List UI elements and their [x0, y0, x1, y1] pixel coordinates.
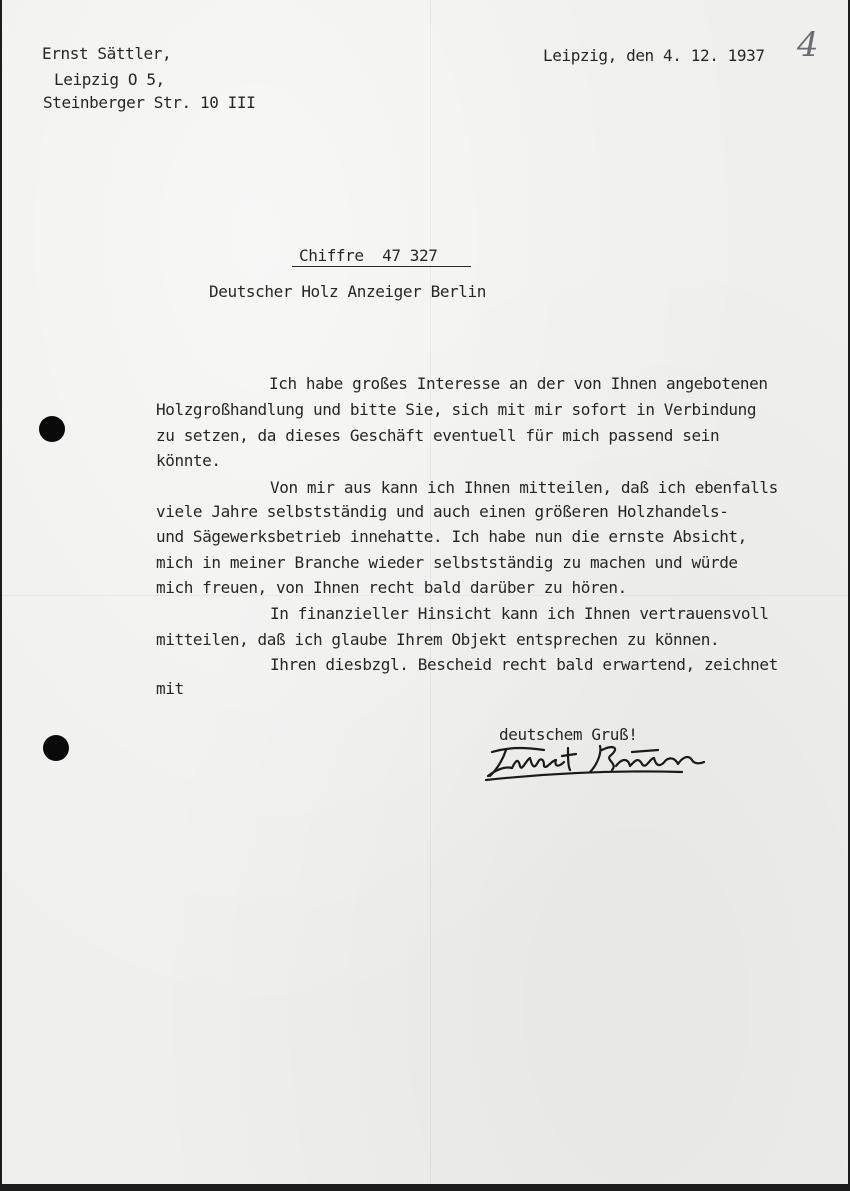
reverse-side-bleed-through: [148, 841, 715, 1000]
cipher-reference: Chiffre 47 327: [299, 246, 438, 265]
sender-city: Leipzig O 5,: [54, 70, 165, 89]
body-line: In finanzieller Hinsicht kann ich Ihnen vertrauensvoll: [270, 604, 769, 623]
body-line: mit: [156, 679, 184, 698]
punch-hole-bottom: [43, 735, 69, 761]
body-line: viele Jahre selbstständig und auch einen größeren Holzhandels-: [156, 502, 729, 521]
cipher-underline: [292, 266, 471, 267]
handwritten-signature: [482, 740, 722, 790]
letter-page: [2, 0, 848, 1184]
body-line: mich freuen, von Ihnen recht bald darüber zu hören.: [156, 578, 627, 597]
sender-street: Steinberger Str. 10 III: [43, 93, 256, 112]
body-line: mitteilen, daß ich glaube Ihrem Objekt entsprechen zu können.: [156, 630, 720, 649]
sender-name: Ernst Sättler,: [42, 44, 172, 63]
body-line: könnte.: [156, 451, 221, 470]
handwritten-page-number: 4: [797, 25, 819, 65]
recipient-line: Deutscher Holz Anzeiger Berlin: [209, 282, 486, 301]
body-line: zu setzen, da dieses Geschäft eventuell für mich passend sein: [156, 426, 720, 445]
scan-border: [0, 1184, 850, 1191]
body-line: mich in meiner Branche wieder selbstständig zu machen und würde: [156, 553, 738, 572]
body-line: Holzgroßhandlung und bitte Sie, sich mit mir sofort in Verbindung: [156, 400, 757, 419]
body-line: Ich habe großes Interesse an der von Ihnen angebotenen: [269, 374, 768, 393]
punch-hole-top: [39, 416, 65, 442]
letter-date: Leipzig, den 4. 12. 1937: [543, 46, 765, 65]
body-line: Von mir aus kann ich Ihnen mitteilen, daß ich ebenfalls: [270, 478, 778, 497]
body-line: und Sägewerksbetrieb innehatte. Ich habe nun die ernste Absicht,: [156, 527, 747, 546]
body-line: Ihren diesbzgl. Bescheid recht bald erwartend, zeichnet: [270, 655, 778, 674]
closing-greeting: deutschem Gruß!: [499, 725, 638, 744]
